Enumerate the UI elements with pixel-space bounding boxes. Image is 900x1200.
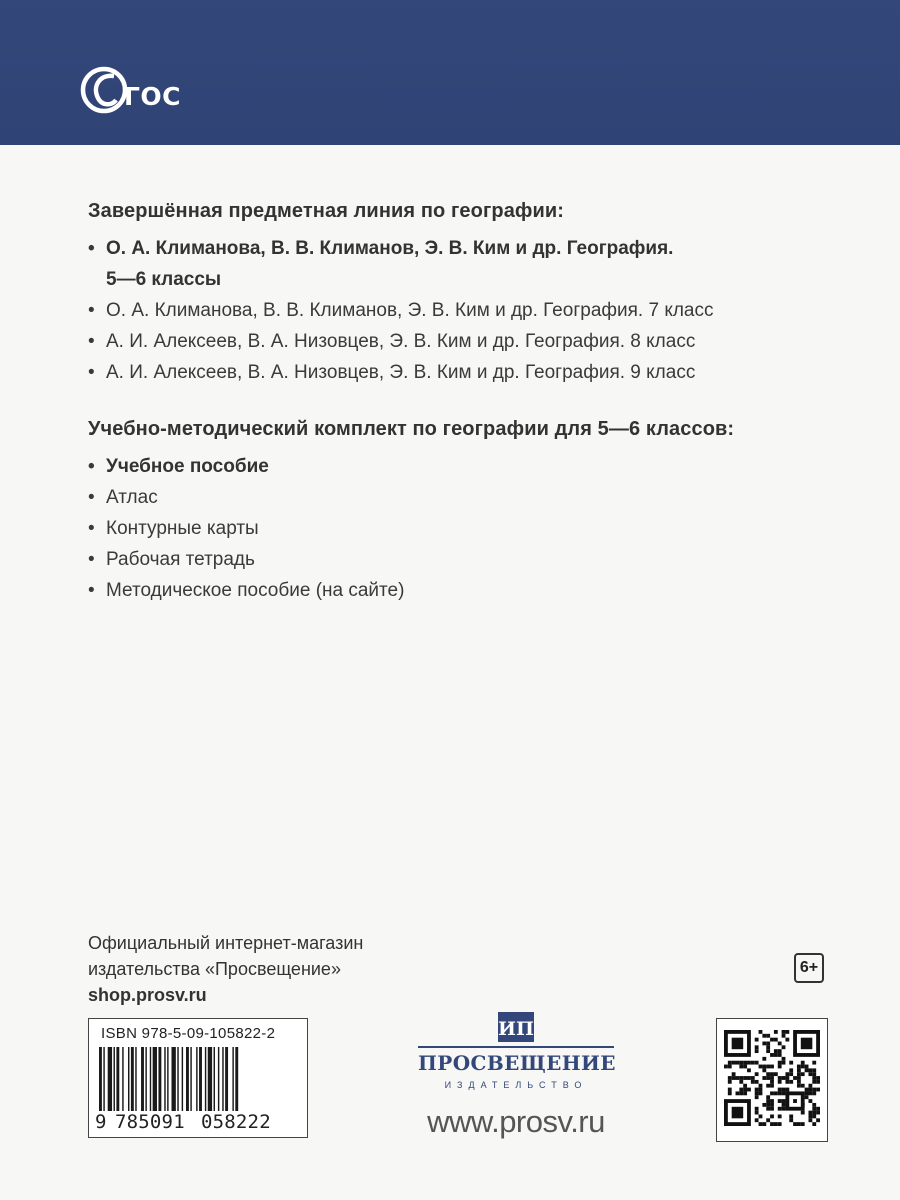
barcode-digits-right: 058222 bbox=[201, 1111, 271, 1133]
main-content bbox=[88, 200, 848, 606]
shop-url-link[interactable]: shop.prosv.ru bbox=[88, 985, 207, 1005]
barcode-digit-first: 9 bbox=[95, 1111, 107, 1133]
barcode-bars-icon bbox=[97, 1047, 301, 1111]
online-shop-info bbox=[88, 930, 363, 1008]
list-item-text: Методическое пособие (на сайте) bbox=[106, 580, 405, 601]
teaching-kit-list bbox=[88, 451, 848, 606]
barcode-digits-left: 785091 bbox=[115, 1111, 185, 1133]
list-item bbox=[88, 451, 848, 482]
list-item-text: О. А. Климанова, В. В. Климанов, Э. В. Ким и др. География. bbox=[106, 238, 674, 259]
isbn-number: ISBN 978-5-09-105822-2 bbox=[101, 1025, 276, 1042]
publisher-subtitle: ИЗДАТЕЛЬСТВО bbox=[444, 1080, 588, 1090]
list-item bbox=[88, 575, 848, 606]
list-item bbox=[88, 544, 848, 575]
list-item bbox=[88, 482, 848, 513]
section1-heading: Завершённая предметная линия по географии: bbox=[88, 200, 565, 222]
qr-code-icon[interactable] bbox=[724, 1030, 820, 1126]
section2-heading: Учебно-методический комплект по географии для 5—6 классов: bbox=[88, 418, 735, 440]
textbook-line-list bbox=[88, 233, 848, 388]
list-item-text: А. И. Алексеев, В. А. Низовцев, Э. В. Ким и др. География. 9 класс bbox=[106, 362, 696, 383]
list-item-text: Атлас bbox=[106, 487, 158, 508]
list-item bbox=[88, 513, 848, 544]
publisher-block bbox=[418, 1010, 618, 1160]
list-item-text: Рабочая тетрадь bbox=[106, 549, 255, 570]
shop-line-2: издательства «Просвещение» bbox=[88, 959, 341, 979]
publisher-website-link[interactable]: www.prosv.ru bbox=[427, 1104, 605, 1139]
list-item-text: О. А. Климанова, В. В. Климанов, Э. В. Ким и др. География. 7 класс bbox=[106, 300, 714, 321]
publisher-name: ПРОСВЕЩЕНИЕ bbox=[418, 1046, 614, 1075]
list-item-text-continued: 5—6 классы bbox=[106, 269, 222, 290]
isbn-barcode bbox=[88, 1018, 308, 1138]
shop-line-1: Официальный интернет-магазин bbox=[88, 933, 364, 953]
list-item-text: Контурные карты bbox=[106, 518, 259, 539]
qr-code-frame bbox=[716, 1018, 828, 1142]
list-item-text: Учебное пособие bbox=[106, 456, 269, 477]
publisher-logo-letters: ИП bbox=[498, 1018, 534, 1040]
list-item-text: А. И. Алексеев, В. А. Низовцев, Э. В. Ким и др. География. 8 класс bbox=[106, 331, 696, 352]
list-item bbox=[88, 357, 848, 388]
list-item bbox=[88, 295, 848, 326]
fgos-logo-text: ГОС bbox=[124, 82, 182, 111]
list-item bbox=[88, 233, 848, 295]
prosveshchenie-logo-icon bbox=[492, 1012, 540, 1044]
list-item bbox=[88, 326, 848, 357]
age-rating-badge: 6+ bbox=[794, 953, 824, 983]
section2 bbox=[88, 418, 848, 606]
top-color-band bbox=[0, 0, 900, 145]
